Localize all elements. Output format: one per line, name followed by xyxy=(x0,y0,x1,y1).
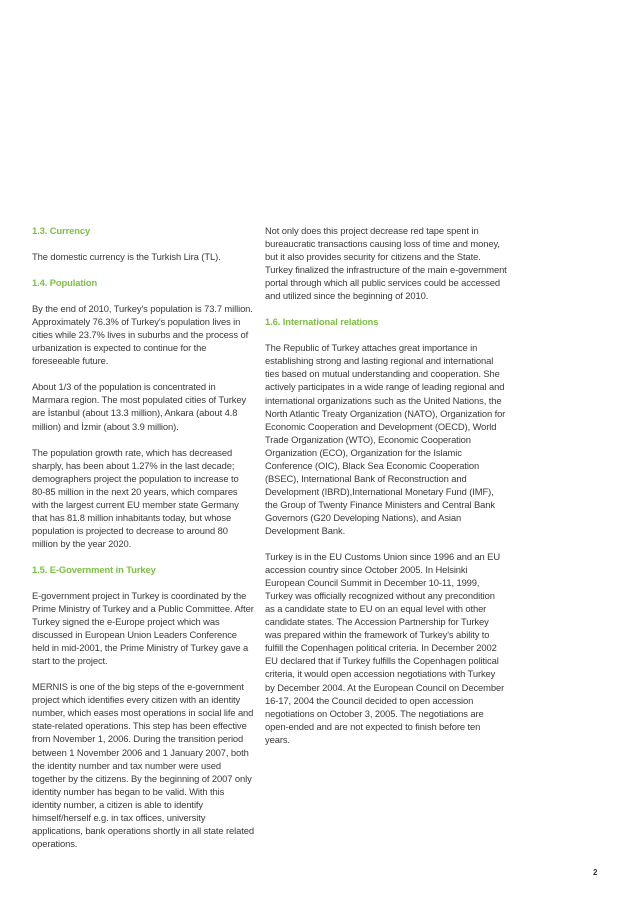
population-paragraph-1: By the end of 2010, Turkey's population is 73.7 million. Approximately 76.3% of Turkey's population lives in cities while 23.7% lives in suburbs and the process of urbanization is expected to continue for the foreseeable future. xyxy=(32,303,253,367)
population-paragraph-3: The population growth rate, which has decreased sharply, has been about 1.27% in the last decade; demographers project the population to increase to 80-85 million in the next 20 years, which compares with the largest current EU member state Germany that has 81.8 million inhabitants today, but whose population is projected to decrease to around 80 million by the year 2020. xyxy=(32,446,239,549)
left-column xyxy=(32,224,254,850)
egov-paragraph-3: Not only does this project decrease red tape spent in bureaucratic transactions causing loss of time and money, but it also provides security for citizens and the State. Turkey finalized the infrastructure of the main e-government portal through which all public services could be accessed and utilized since the beginning of 2010. xyxy=(265,225,507,302)
international-relations-heading: 1.6. International relations xyxy=(265,316,379,328)
currency-heading: 1.3. Currency xyxy=(32,225,91,236)
international-paragraph-2: Turkey is in the EU Customs Union since 1996 and an EU accession country since October 2005. In Helsinki European Council Summit in December 10-11, 1999, Turkey was officially recognized without any precondition as a candidate state to EU on an equal level with other candidate states. The Accession Partnership for Turkey was prepared within the framework of Turkey's ability to fulfill the Copenhagen political criteria. In December 2002 EU declared that if Turkey fulfills the Copenhagen political criteria, it would open accession negotiations with Turkey by December 2004. At the European Council on December 16-17, 2004 the Council decided to open accession negotiations on October 3, 2005. The negotiations are open-ended and are not expected to finish before ten years. xyxy=(265,551,505,745)
egov-paragraph-2: MERNIS is one of the big steps of the e-government project which identifies every citizen with an identity number, which eases most operations in social life and state-related operations. This step has been effective from November 1, 2006. During the transition period between 1 November 2006 and 1 January 2007, both the identity number and tax number were used together by the citizens. By the beginning of 2007 only identity number has began to be valid. With this identity number, a citizen is able to identify himself/herself e.g. in tax offices, university applications, bank operations shortly in all state related operations. xyxy=(32,681,254,849)
population-heading: 1.4. Population xyxy=(32,277,98,289)
page-number: 2 xyxy=(593,868,598,877)
egov-heading: 1.5. E-Government in Turkey xyxy=(32,563,156,575)
egov-paragraph-1: E-government project in Turkey is coordinated by the Prime Ministry of Turkey and a Public Committee. After Turkey signed the e-Europe project which was discussed in European Union Leaders Conference held in mid-2001, the Prime Ministry of Turkey gave a start to the project. xyxy=(32,589,254,667)
currency-paragraph: The domestic currency is the Turkish Lira (TL). xyxy=(32,251,221,263)
right-column xyxy=(265,224,507,746)
population-paragraph-2: About 1/3 of the population is concentrated in Marmara region. The most populated cities of Turkey are İstanbul (about 13.3 million), Ankara (about 4.8 million) and İzmir (about 3.9 million). xyxy=(32,381,247,432)
international-paragraph-1: The Republic of Turkey attaches great importance in establishing strong and lasting regional and international ties based on mutual understanding and cooperation. She actively participates in a wide range of leading regional and international organizations such as the United Nations, the North Atlantic Treaty Organization (NATO), Organization for Economic Cooperation and Development (OECD), World Trade Organization (WTO), Economic Cooperation Organization (ECO), Organization for the Islamic Conference (OIC), Black Sea Economic Cooperation (BSEC), International Bank of Reconstruction and Development (IBRD),International Monetary Fund (IMF), the Group of Twenty Finance Ministers and Central Bank Governors (G20 Developing Nations), and Asian Development Bank. xyxy=(265,342,506,536)
